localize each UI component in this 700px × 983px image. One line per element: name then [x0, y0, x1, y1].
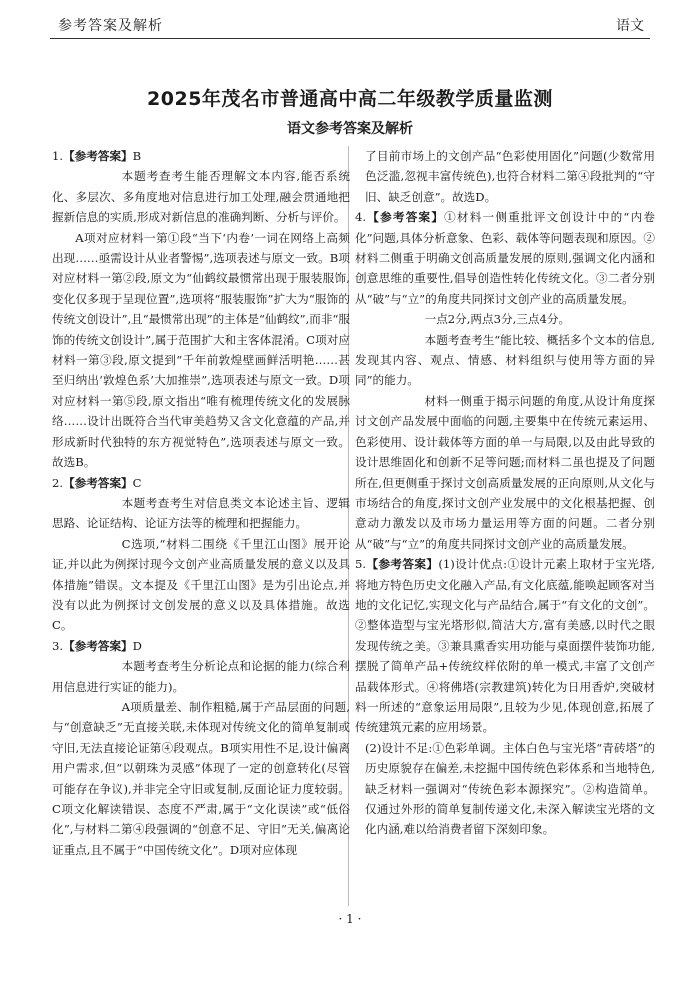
analysis-paragraph: 本题考查考生能否理解文本内容,能否系统化、多层次、多角度地对信息进行加工处理,融会贯通地把握新信息的实质,形成对新信息的准确判断、分析与评价。: [52, 169, 350, 225]
analysis-paragraph: 本题考查考生分析论点和论据的能力(综合利用信息进行实证的能力)。: [52, 659, 350, 694]
question-5-head: [355, 554, 655, 738]
header-left-label: 参考答案及解析: [58, 18, 163, 34]
answer-text: (1)设计优点:①设计元素上取材于宝光塔,将地方特色历史文化融入产品,有文化底蕴,能唤起顾客对当地的文化记忆,实现文化与产品结合,属于“有文化的文创”。②整体造型与宝光塔形似,简洁大方,富有美感,以时代之眼发现传统之美。③兼具熏香实用功能与桌面摆件装饰功能,摆脱了简单产品+传统纹样依附的单一模式,丰富了文创产品载体形式。④将佛塔(宗教建筑)转化为日用香炉,突破材料一所述的“意象运用局限”,且较为少见,体现创意,拓展了传统建筑元素的应用场景。: [355, 557, 655, 735]
answer-letter: B: [132, 149, 142, 163]
answer-tag: 【参考答案】: [366, 210, 445, 225]
question-3-head: [52, 636, 350, 656]
page-title: 2025年茂名市普通高中高二年级教学质量监测: [147, 88, 553, 110]
question-5: [355, 554, 655, 840]
question-number: 1.: [52, 149, 64, 163]
page-number: · 1 ·: [338, 912, 362, 926]
answer-text-part-2: (2)设计不足:①色彩单调。主体白色与宝光塔“青砖塔”的历史原貌存在偏差,未挖掘中国传统色彩体系和当地特色,缺乏材料一强调对“传统色彩本源探究”。②构造简单。仅通过外形的简单复制传递文化,未深入解读宝光塔的文化内涵,难以给消费者留下深刻印象。: [365, 740, 655, 837]
analysis-paragraph: A项质量差、制作粗糙,属于产品层面的问题,与“创意缺乏”无直接关联,未体现对传统文化的简单复制或守旧,无法直接论证第④段观点。B项实用性不足,设计偏离用户需求,但“以朝珠为灵感”体现了一定的创意转化(尽管可能存在争议),并非完全守旧或复制,反面论证力度较弱。C项文化解读错误、态度不严肃,属于“文化误读”或“低俗化”,与材料二第④段强调的“创意不足、守旧”无关,偏离论证重点,且不属于“中国传统文化”。D项对应体现: [52, 699, 350, 857]
answer-letter: D: [132, 638, 142, 653]
answer-tag: 【参考答案】: [63, 475, 133, 490]
question-4-head: [355, 207, 655, 309]
question-2-head: [52, 473, 350, 493]
page-subtitle: 语文参考答案及解析: [287, 121, 413, 137]
question-1-head: [52, 146, 350, 166]
analysis-paragraph: 本题考查考生对信息类文本论述主旨、逻辑思路、论证结构、论证方法等的梳理和把握能力。: [52, 495, 350, 531]
question-1: [52, 146, 350, 473]
question-2: [52, 473, 350, 636]
question-number: 3.: [52, 638, 64, 653]
analysis-paragraph: 本题考查考生“能比较、概括多个文本的信息,发现其内容、观点、情感、材料组织与使用等方面的异同”的能力。: [355, 332, 655, 388]
scoring-rule: 一点2分,两点3分,三点4分。: [424, 312, 571, 327]
answer-letter: C: [132, 475, 142, 490]
answer-text: ①材料一侧重批评文创设计中的“内卷化”问题,具体分析意象、色彩、载体等问题表现和原因。②材料二侧重于明确文创高质量发展的原则,强调文化内涵和创意思维的重要性,倡导创造性转化传统文化。③二者分别从“破”与“立”的角度共同探讨文创产业的高质量发展。: [355, 210, 655, 306]
question-3-continuation: 了目前市场上的文创产品“色彩使用固化”问题(少数常用色泛滥,忽视丰富传统色),也符合材料二第④段批判的“守旧、缺乏创意”。故选D。: [365, 149, 655, 204]
question-number: 5.: [355, 557, 367, 572]
question-3: [52, 636, 350, 860]
answer-tag: 【参考答案】: [366, 557, 439, 572]
analysis-paragraph: A项对应材料一第①段“当下‘内卷’一词在网络上高频出现……亟需设计从业者警惕”,选项表述与原文一致。B项对应材料一第②段,原文为“仙鹤纹最惯常出现于服装服饰,变化仅多现于呈现位置”,选项将“服装服饰”扩大为“服饰的传统文创设计”,且“最惯常出现”的主体是“仙鹤纹”,而非“服饰的传统文创设计”,属于范围扩大和主客体混淆。C项对应材料一第③段,原文提到“千年前敦煌壁画鲜活明艳……甚至归纳出‘敦煌色系’大加推崇”,选项表述与原文一致。D项对应材料一第⑤段,原文指出“唯有梳理传统文化的发展脉络……设计出既符合当代审美趋势又含文化意蕴的产品,并形成新时代独特的东方视觉特色”,选项表述与原文一致。故选B。: [52, 230, 350, 470]
page-header: [50, 0, 650, 36]
left-column: [52, 146, 350, 860]
answer-tag: 【参考答案】: [63, 149, 133, 163]
analysis-paragraph: C选项,“材料二围绕《千里江山图》展开论证,并以此为例探讨现今文创产业高质量发展的意义以及具体措施”错误。文本提及《千里江山图》是为引出论点,并没有以此为例探讨文创发展的意义以及具体措施。故选C。: [52, 536, 350, 633]
answer-tag: 【参考答案】: [63, 638, 133, 653]
header-subject-label: 语文: [616, 18, 644, 34]
right-column: [355, 146, 655, 840]
question-4: [355, 207, 655, 554]
header-rule: [50, 38, 650, 39]
question-number: 2.: [52, 475, 64, 490]
analysis-paragraph: 材料一侧重于揭示问题的角度,从设计角度探讨文创产品发展中面临的问题,主要集中在传统元素运用、色彩使用、设计载体等方面的单一与局限,以及由此导致的设计思维固化和创新不足等问题;而材料二虽也提及了问题所在,但更侧重于探讨文创高质量发展的正向原则,从文化与市场结合的角度,探讨文创产业发展中的文化根基把握、创意动力激发以及市场力量运用等方面的问题。二者分别从“破”与“立”的角度共同探讨文创产业的高质量发展。: [355, 393, 655, 551]
question-number: 4.: [355, 210, 367, 225]
